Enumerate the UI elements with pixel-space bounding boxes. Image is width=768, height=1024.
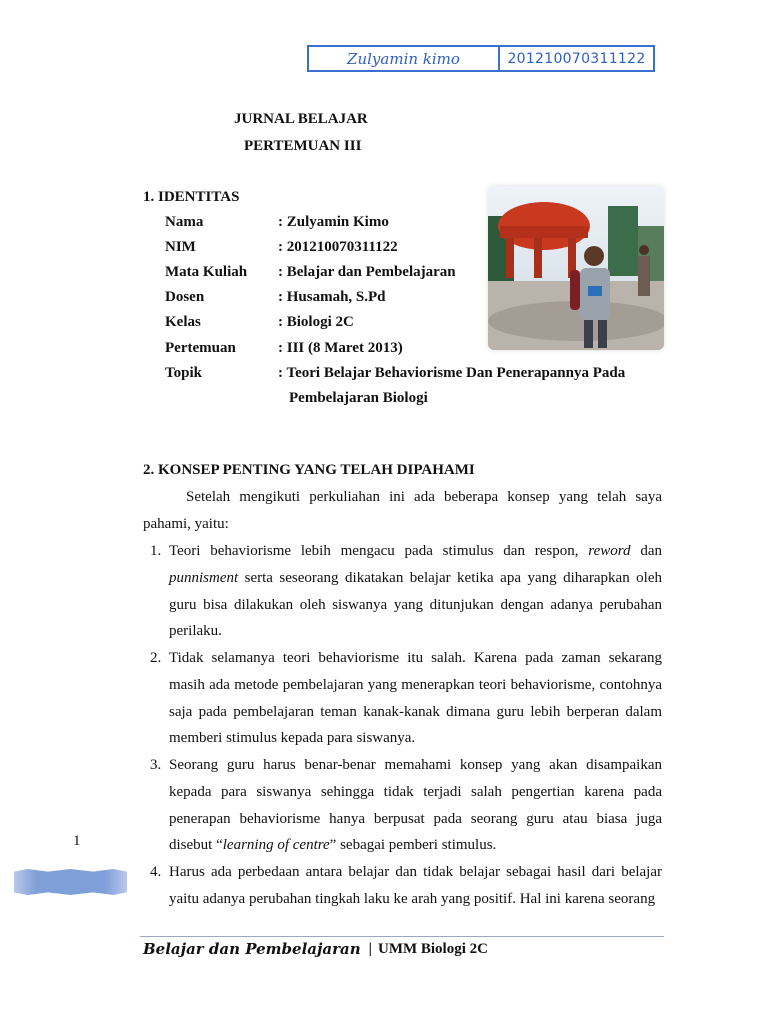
identity-row [165, 365, 625, 382]
identity-row [165, 264, 456, 281]
identity-value: : 201210070311122 [278, 239, 398, 255]
list-item-number: 4. [150, 864, 162, 880]
list-item-number: 2. [150, 650, 162, 666]
identity-row [165, 340, 403, 357]
identity-label: Dosen [165, 289, 205, 305]
section2-intro-line2: pahami, yaitu: [143, 516, 229, 532]
doc-title: JURNAL BELAJAR [234, 111, 368, 127]
identity-value: : III (8 Maret 2013) [278, 340, 403, 356]
footer-separator: | [368, 940, 372, 957]
section2-heading: 2. KONSEP PENTING YANG TELAH DIPAHAMI [143, 462, 475, 478]
list-item [169, 538, 662, 645]
list-item-text: Seorang guru harus benar-benar memahami konsep yang akan disampaikan kepada para siswanya sehingga tidak terjadi salah pengertian karena pada penerapan behaviorisme hanya berpusat pada seorang guru atau biasa juga disebut “ [169, 757, 662, 854]
footer-divider [140, 936, 664, 937]
identity-heading: 1. IDENTITAS [143, 189, 240, 205]
section2-intro-line1: Setelah mengikuti perkuliahan ini ada beberapa konsep yang telah saya [186, 489, 662, 505]
identity-value: : Zulyamin Kimo [278, 214, 389, 230]
identity-row [165, 289, 386, 306]
identity-row [165, 214, 389, 231]
header-box [307, 45, 655, 72]
identity-value: : Teori Belajar Behaviorisme Dan Penerapannya Pada [278, 365, 626, 381]
list-item-number: 3. [150, 757, 162, 773]
identity-label: NIM [165, 239, 196, 255]
list-item-text: Teori behaviorisme lebih mengacu pada stimulus dan respon, [169, 543, 589, 559]
identity-label: Nama [165, 214, 204, 230]
list-item-number: 1. [150, 543, 162, 559]
header-name: Zulyamin kimo [309, 47, 500, 70]
identity-label: Kelas [165, 314, 201, 330]
footer-course: Belajar dan Pembelajaran [143, 940, 361, 958]
identity-topic-continued [289, 390, 428, 407]
identity-value: : Husamah, S.Pd [278, 289, 386, 305]
list-item: Tidak selamanya teori behaviorisme itu salah. Karena pada zaman sekarang masih ada metode pembelajaran yang menerapkan teori behaviorisme, contohnya saja pada pembelajaran teman kanak-kanak dimana guru lebih berperan dalam memberi stimulus kepada para siswanya. [169, 650, 662, 747]
list-item-emphasis: punnisment [169, 569, 239, 586]
header-nim: 201210070311122 [507, 50, 646, 67]
identity-row [165, 239, 398, 256]
identity-label: Mata Kuliah [165, 264, 248, 280]
list-item [169, 752, 662, 859]
identity-label: Pertemuan [165, 340, 236, 356]
footer-class: UMM Biologi 2C [377, 940, 488, 957]
list-item-text: dan [630, 543, 662, 559]
list-item-emphasis: learning of centre [222, 837, 330, 854]
side-tab-decoration [14, 869, 127, 895]
identity-value: : Belajar dan Pembelajaran [278, 264, 456, 280]
identity-value: : Biologi 2C [278, 314, 354, 330]
identity-row [165, 314, 354, 331]
identity-value: Pembelajaran Biologi [289, 390, 428, 406]
list-item-text: serta seseorang dikatakan belajar ketika apa yang diharapkan oleh guru bisa dilakukan oleh siswanya yang ditunjukan dengan adanya perubahan perilaku. [169, 569, 662, 640]
list-item: Harus ada perbedaan antara belajar dan tidak belajar sebagai hasil dari belajar yaitu adanya perubahan tingkah laku ke arah yang positif. Hal ini karena seorang [169, 864, 662, 907]
list-item-text: ” sebagai pemberi stimulus. [329, 837, 497, 854]
student-photo [488, 186, 664, 350]
doc-subtitle: PERTEMUAN III [244, 138, 362, 154]
list-item-emphasis: reword [588, 543, 631, 559]
page-number: 1 [73, 833, 81, 849]
identity-label: Topik [165, 365, 202, 381]
footer [143, 940, 488, 958]
